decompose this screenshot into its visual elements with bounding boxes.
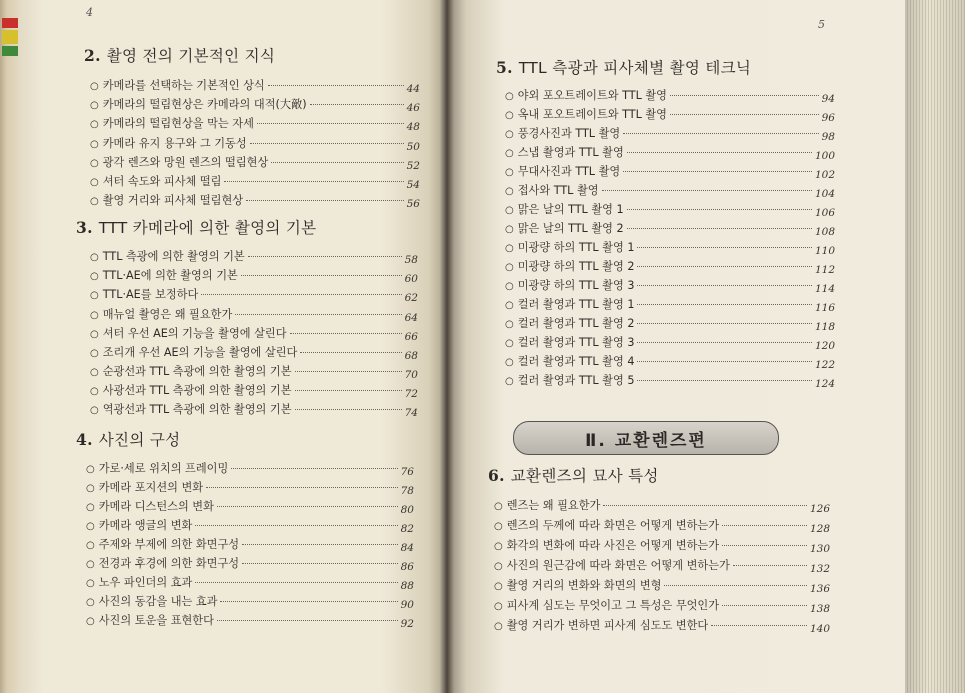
- section-heading: [84, 44, 275, 66]
- toc-entry-page: 50: [406, 141, 420, 153]
- toc-entry: ○ 노우 파인더의 효과 88: [86, 576, 414, 592]
- toc-entry-page: 122: [814, 359, 835, 371]
- toc-entry-text: 카메라 포지션의 변화: [98, 481, 204, 494]
- toc-entry-page: 106: [814, 207, 835, 219]
- toc-entry-page: 136: [809, 583, 830, 595]
- toc-entry: ○ 주제와 부제에 의한 화면구성 84: [86, 538, 414, 554]
- toc-entry-page: 80: [400, 504, 414, 516]
- toc-entry: ○ TTL 측광에 의한 촬영의 기본 58: [90, 250, 418, 266]
- toc-entry-text: 무대사진과 TTL 촬영: [517, 165, 621, 178]
- toc-entry-text: 사진의 토운을 표현한다: [98, 614, 214, 627]
- section-number: 4.: [76, 430, 93, 449]
- toc-entry-text: 가로·세로 위치의 프레이밍: [98, 462, 229, 475]
- toc-entry-text: 컬러 촬영과 TTL 촬영 1: [517, 298, 635, 311]
- toc-entry-page: 110: [814, 245, 835, 257]
- toc-entry: ○ 촬영 거리가 변하면 피사계 심도도 변한다 140: [494, 619, 830, 635]
- toc-entry: ○ 스냅 촬영과 TTL 촬영 100: [505, 146, 835, 162]
- toc-entry-page: 116: [814, 302, 835, 314]
- toc-entry: ○ 사진의 원근감에 따라 화면은 어떻게 변하는가 132: [494, 559, 830, 575]
- toc-entry-page: 60: [404, 273, 418, 285]
- toc-entry-text: 노우 파인더의 효과: [98, 576, 193, 589]
- toc-entry-page: 74: [404, 407, 418, 419]
- bookmark-tab-yellow: [2, 30, 18, 44]
- toc-entry-page: 104: [814, 188, 835, 200]
- toc-entry: ○ 렌즈는 왜 필요한가 126: [494, 499, 830, 515]
- toc-entry-page: 86: [400, 561, 414, 573]
- toc-entry-page: 52: [406, 160, 420, 172]
- toc-entry-page: 72: [404, 388, 418, 400]
- toc-entry: ○ 카메라의 떨림현상을 막는 자세 48: [90, 117, 420, 133]
- bookmark-tab-red: [2, 18, 18, 28]
- toc-entry: ○ 가로·세로 위치의 프레이밍 76: [86, 462, 414, 478]
- toc-entry: ○ 셔터 속도와 피사체 떨림 54: [90, 175, 420, 191]
- toc-entry-text: 맑은 날의 TTL 촬영 1: [517, 203, 624, 216]
- toc-entry-page: 68: [404, 350, 418, 362]
- toc-entry: ○ 광각 렌즈와 망원 렌즈의 떨림현상 52: [90, 156, 420, 172]
- toc-entry-text: 풍경사진과 TTL 촬영: [517, 127, 621, 140]
- toc-entry-text: 미광량 하의 TTL 촬영 1: [517, 241, 635, 254]
- toc-entry: ○ 옥내 포오트레이트와 TTL 촬영 96: [505, 108, 835, 124]
- toc-entry: ○ 카메라 디스턴스의 변화 80: [86, 500, 414, 516]
- toc-entry-text: 컬러 촬영과 TTL 촬영 2: [517, 317, 635, 330]
- toc-entry-page: 128: [809, 523, 830, 535]
- toc-entry-page: 98: [821, 131, 835, 143]
- toc-entry-text: 사광선과 TTL 측광에 의한 촬영의 기본: [102, 384, 292, 397]
- toc-entry-page: 96: [821, 112, 835, 124]
- toc-entry-page: 88: [400, 580, 414, 592]
- toc-entry-page: 130: [809, 543, 830, 555]
- section-number: 5.: [496, 58, 513, 77]
- toc-entry: ○ 컬러 촬영과 TTL 촬영 5 124: [505, 374, 835, 390]
- toc-entry: ○ TTL·AE를 보정하다 62: [90, 288, 418, 304]
- toc-entry-text: 카메라의 떨림현상을 막는 자세: [102, 117, 254, 130]
- toc-entry-text: 매뉴얼 촬영은 왜 필요한가: [102, 308, 233, 321]
- toc-entry-text: 화각의 변화에 따라 사진은 어떻게 변하는가: [506, 539, 720, 552]
- section-title: 사진의 구성: [98, 431, 181, 449]
- toc-entry-page: 102: [814, 169, 835, 181]
- toc-entry-text: 미광량 하의 TTL 촬영 3: [517, 279, 635, 292]
- toc-entry-page: 94: [821, 93, 835, 105]
- toc-entry-text: 촬영 거리가 변하면 피사계 심도도 변한다: [506, 619, 709, 632]
- section-heading: [76, 428, 180, 450]
- toc-entry-page: 66: [404, 331, 418, 343]
- toc-entry-page: 70: [404, 369, 418, 381]
- toc-entry: ○ 무대사진과 TTL 촬영 102: [505, 165, 835, 181]
- toc-entry: ○ 야외 포오트레이트와 TTL 촬영 94: [505, 89, 835, 105]
- toc-entry-page: 56: [406, 198, 420, 210]
- toc-entry-text: 렌즈는 왜 필요한가: [506, 499, 601, 512]
- toc-entry-page: 58: [404, 254, 418, 266]
- toc-entry: ○ 화각의 변화에 따라 사진은 어떻게 변하는가 130: [494, 539, 830, 555]
- toc-entry: ○ 순광선과 TTL 측광에 의한 촬영의 기본 70: [90, 365, 418, 381]
- toc-entry-text: TTL·AE에 의한 촬영의 기본: [102, 269, 238, 282]
- toc-entry-text: 카메라 앵글의 변화: [98, 519, 193, 532]
- toc-entry-text: 사진의 원근감에 따라 화면은 어떻게 변하는가: [506, 559, 730, 572]
- toc-entry-page: 90: [400, 599, 414, 611]
- toc-entry-text: 옥내 포오트레이트와 TTL 촬영: [517, 108, 667, 121]
- toc-entry: ○ 카메라 포지션의 변화 78: [86, 481, 414, 497]
- section-heading: [488, 464, 659, 486]
- toc-entry: ○ 역광선과 TTL 측광에 의한 촬영의 기본 74: [90, 403, 418, 419]
- toc-entry-page: 76: [400, 466, 414, 478]
- toc-entry: ○ 사진의 동감을 내는 효과 90: [86, 595, 414, 611]
- toc-entry-page: 118: [814, 321, 835, 333]
- toc-entry-page: 82: [400, 523, 414, 535]
- toc-entry: ○ 사진의 토운을 표현한다 92: [86, 614, 414, 630]
- toc-entry: ○ 촬영 거리와 피사체 떨림현상 56: [90, 194, 420, 210]
- left-page-number: 4: [86, 6, 93, 19]
- toc-entry-text: 컬러 촬영과 TTL 촬영 5: [517, 374, 635, 387]
- toc-entry-text: 스냅 촬영과 TTL 촬영: [517, 146, 624, 159]
- toc-entry-text: 컬러 촬영과 TTL 촬영 3: [517, 336, 635, 349]
- toc-entry: ○ 컬러 촬영과 TTL 촬영 2 118: [505, 317, 835, 333]
- toc-entry-page: 54: [406, 179, 420, 191]
- toc-entry-text: 미광량 하의 TTL 촬영 2: [517, 260, 635, 273]
- toc-entry-page: 126: [809, 503, 830, 515]
- toc-entry-page: 44: [406, 83, 420, 95]
- toc-entry-text: TTL 측광에 의한 촬영의 기본: [102, 250, 245, 263]
- toc-entry-page: 114: [814, 283, 835, 295]
- toc-entry-text: 셔터 우선 AE의 기능을 촬영에 살린다: [102, 327, 287, 340]
- toc-entry-text: 피사계 심도는 무엇이고 그 특성은 무엇인가: [506, 599, 720, 612]
- toc-entry: ○ 카메라 유지 용구와 그 기동성 50: [90, 137, 420, 153]
- toc-entry-text: 카메라의 떨림현상은 카메라의 대적(大敵): [102, 98, 307, 111]
- toc-entry: ○ 셔터 우선 AE의 기능을 촬영에 살린다 66: [90, 327, 418, 343]
- toc-entry-page: 84: [400, 542, 414, 554]
- section-number: 3.: [76, 218, 93, 237]
- book-gutter: [440, 0, 454, 693]
- toc-entry: ○ TTL·AE에 의한 촬영의 기본 60: [90, 269, 418, 285]
- toc-entry: ○ 접사와 TTL 촬영 104: [505, 184, 835, 200]
- toc-entry-text: 컬러 촬영과 TTL 촬영 4: [517, 355, 635, 368]
- toc-entry: ○ 사광선과 TTL 측광에 의한 촬영의 기본 72: [90, 384, 418, 400]
- toc-entry: ○ 카메라를 선택하는 기본적인 상식 44: [90, 79, 420, 95]
- toc-entry: ○ 전경과 후경에 의한 화면구성 86: [86, 557, 414, 573]
- part-heading: Ⅱ. 교환렌즈편: [513, 421, 779, 455]
- toc-entry-page: 92: [400, 618, 414, 630]
- toc-entry: ○ 미광량 하의 TTL 촬영 2 112: [505, 260, 835, 276]
- toc-entry: ○ 컬러 촬영과 TTL 촬영 1 116: [505, 298, 835, 314]
- toc-entry: ○ 컬러 촬영과 TTL 촬영 4 122: [505, 355, 835, 371]
- bookmark-tab-green: [2, 46, 18, 56]
- right-page-number: 5: [818, 18, 825, 31]
- toc-entry: ○ 카메라의 떨림현상은 카메라의 대적(大敵) 46: [90, 98, 420, 114]
- toc-entry-page: 62: [404, 292, 418, 304]
- toc-entry-text: 촬영 거리의 변화와 화면의 변형: [506, 579, 662, 592]
- toc-entry-text: 사진의 동감을 내는 효과: [98, 595, 218, 608]
- toc-entry-text: 촬영 거리와 피사체 떨림현상: [102, 194, 244, 207]
- toc-entry-text: TTL·AE를 보정하다: [102, 288, 199, 301]
- toc-entry: ○ 조리개 우선 AE의 기능을 촬영에 살린다 68: [90, 346, 418, 362]
- toc-entry-text: 조리개 우선 AE의 기능을 촬영에 살린다: [102, 346, 298, 359]
- toc-entry-page: 100: [814, 150, 835, 162]
- section-number: 2.: [84, 46, 101, 65]
- toc-entry-page: 108: [814, 226, 835, 238]
- toc-entry-text: 카메라 유지 용구와 그 기동성: [102, 137, 247, 150]
- section-title: TTT 카메라에 의한 촬영의 기본: [98, 219, 317, 237]
- section-title: TTL 측광과 피사체별 촬영 테크닉: [518, 59, 752, 77]
- toc-entry: ○ 촬영 거리의 변화와 화면의 변형 136: [494, 579, 830, 595]
- toc-entry: ○ 미광량 하의 TTL 촬영 1 110: [505, 241, 835, 257]
- section-heading: [76, 216, 316, 238]
- toc-entry-text: 순광선과 TTL 측광에 의한 촬영의 기본: [102, 365, 292, 378]
- toc-entry-text: 맑은 날의 TTL 촬영 2: [517, 222, 624, 235]
- toc-entry: ○ 맑은 날의 TTL 촬영 1 106: [505, 203, 835, 219]
- toc-entry-page: 120: [814, 340, 835, 352]
- toc-entry-text: 광각 렌즈와 망원 렌즈의 떨림현상: [102, 156, 269, 169]
- toc-entry: ○ 피사계 심도는 무엇이고 그 특성은 무엇인가 138: [494, 599, 830, 615]
- toc-entry-page: 112: [814, 264, 835, 276]
- toc-entry-page: 78: [400, 485, 414, 497]
- toc-entry-page: 132: [809, 563, 830, 575]
- toc-entry-text: 카메라를 선택하는 기본적인 상식: [102, 79, 265, 92]
- toc-entry-text: 전경과 후경에 의한 화면구성: [98, 557, 240, 570]
- toc-entry: ○ 매뉴얼 촬영은 왜 필요한가 64: [90, 308, 418, 324]
- toc-entry: ○ 미광량 하의 TTL 촬영 3 114: [505, 279, 835, 295]
- toc-entry-text: 셔터 속도와 피사체 떨림: [102, 175, 222, 188]
- toc-entry: ○ 렌즈의 두께에 따라 화면은 어떻게 변하는가 128: [494, 519, 830, 535]
- section-heading: [496, 56, 751, 78]
- toc-entry: ○ 풍경사진과 TTL 촬영 98: [505, 127, 835, 143]
- toc-entry-page: 138: [809, 603, 830, 615]
- toc-entry-text: 카메라 디스턴스의 변화: [98, 500, 214, 513]
- section-title: 교환렌즈의 묘사 특성: [510, 467, 659, 485]
- toc-entry-text: 접사와 TTL 촬영: [517, 184, 599, 197]
- section-title: 촬영 전의 기본적인 지식: [106, 47, 276, 65]
- toc-entry-page: 48: [406, 121, 420, 133]
- toc-entry-page: 124: [814, 378, 835, 390]
- toc-entry-page: 64: [404, 312, 418, 324]
- toc-entry-text: 렌즈의 두께에 따라 화면은 어떻게 변하는가: [506, 519, 720, 532]
- toc-entry: ○ 맑은 날의 TTL 촬영 2 108: [505, 222, 835, 238]
- toc-entry-page: 140: [809, 623, 830, 635]
- toc-entry-text: 야외 포오트레이트와 TTL 촬영: [517, 89, 667, 102]
- toc-entry-page: 46: [406, 102, 420, 114]
- toc-entry: ○ 카메라 앵글의 변화 82: [86, 519, 414, 535]
- toc-entry-text: 역광선과 TTL 측광에 의한 촬영의 기본: [102, 403, 292, 416]
- section-number: 6.: [488, 466, 505, 485]
- toc-entry: ○ 컬러 촬영과 TTL 촬영 3 120: [505, 336, 835, 352]
- toc-entry-text: 주제와 부제에 의한 화면구성: [98, 538, 240, 551]
